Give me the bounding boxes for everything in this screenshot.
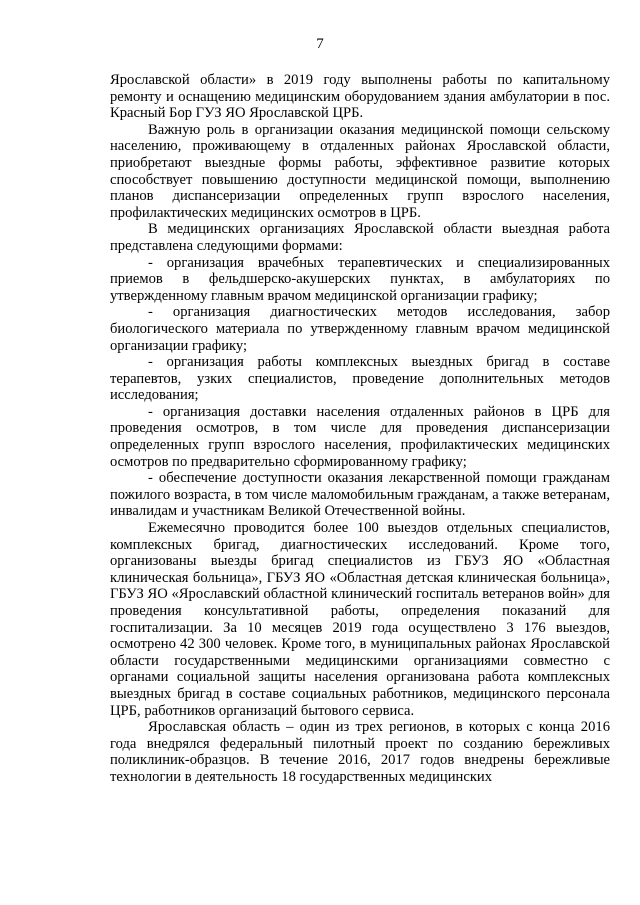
paragraph: В медицинских организациях Ярославской области выездная работа представлена следующими формами: bbox=[110, 221, 610, 254]
paragraph: Ежемесячно проводится более 100 выездов отдельных специалистов, комплексных бригад, диагностических исследований. Кроме того, организованы выезды бригад специалистов из ГБУЗ ЯО «Областная клиническая больница», ГБУЗ ЯО «Областная детская клиническая больница», ГБУЗ ЯО «Ярославский областной клинический госпиталь ветеранов войн» для проведения консультативной работы, определения показаний для госпитализации. За 10 месяцев 2019 года осуществлено 3 176 выездов, осмотрено 42 300 человек. Кроме того, в муниципальных районах Ярославской области государственными медицинскими организациями совместно с органами социальной защиты населения организована работа комплексных выездных бригад в составе социальных работников, медицинского персонала ЦРБ, работников организаций бытового сервиса. bbox=[110, 520, 610, 719]
list-item: - организация диагностических методов исследования, забор биологического материала по утвержденному главным врачом медицинской организации графику; bbox=[110, 304, 610, 354]
page-number: 7 bbox=[316, 36, 324, 52]
list-item: - организация доставки населения отдаленных районов в ЦРБ для проведения осмотров, в том числе для проведения диспансеризации определенных групп взрослого населения, профилактических медицинских осмотров по предварительно сформированному графику; bbox=[110, 403, 610, 470]
document-body bbox=[110, 72, 610, 786]
list-item: - организация работы комплексных выездных бригад в составе терапевтов, узких специалистов, проведение дополнительных методов исследования; bbox=[110, 354, 610, 404]
paragraph: Ярославская область – один из трех регионов, в которых с конца 2016 года внедрялся федеральный пилотный проект по созданию бережливых поликлиник-образцов. В течение 2016, 2017 годов внедрены бережливые технологии в деятельность 18 государственных медицинских bbox=[110, 719, 610, 785]
list-item: - организация врачебных терапевтических и специализированных приемов в фельдшерско-акушерских пунктах, в амбулаториях по утвержденному главным врачом медицинской организации графику; bbox=[110, 254, 610, 304]
paragraph: Ярославской области» в 2019 году выполнены работы по капитальному ремонту и оснащению медицинским оборудованием здания амбулатории в пос. Красный Бор ГУЗ ЯО Ярославской ЦРБ. bbox=[110, 72, 610, 122]
paragraph: Важную роль в организации оказания медицинской помощи сельскому населению, проживающему в отдаленных районах Ярославской области, приобретают выездные формы работы, эффективное развитие которых способствует повышению доступности медицинской помощи, выполнению планов диспансеризации определенных групп взрослого населения, профилактических медицинских осмотров в ЦРБ. bbox=[110, 121, 610, 221]
list-item: - обеспечение доступности оказания лекарственной помощи гражданам пожилого возраста, в том числе маломобильным гражданам, а также ветеранам, инвалидам и участникам Великой Отечественной войны. bbox=[110, 470, 610, 520]
